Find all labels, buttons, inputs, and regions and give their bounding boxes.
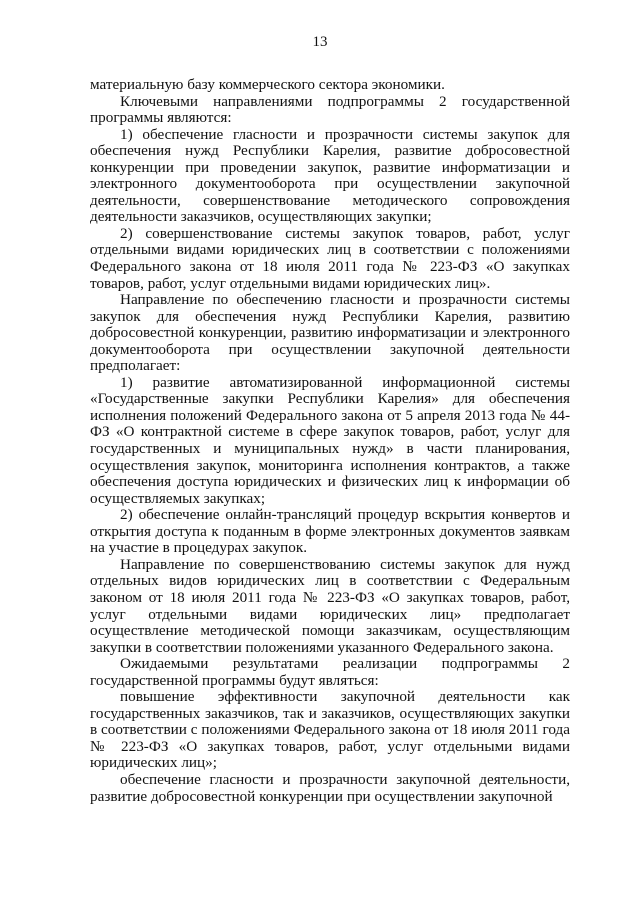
paragraph-key-directions: Ключевыми направлениями подпрограммы 2 государственной программы являются: [90, 92, 570, 127]
paragraph-item-1-transparency: 1) обеспечение гласности и прозрачности системы закупок для обеспечения нужд Республики Карелия, развитие добросовестной конкуренции при проведении закупок, развитие информатизации и электронного документооборота при осуществлении закупочной деятельности, совершенствование методического сопровождения деятельности заказчиков, осуществляющих закупки; [90, 125, 570, 226]
paragraph-item-2-online-broadcast: 2) обеспечение онлайн-трансляций процедур вскрытия конвертов и открытия доступа к поданным в форме электронных документов заявкам на участие в процедурах закупок. [90, 506, 570, 557]
paragraph-direction-legal-entities: Направление по совершенствованию системы закупок для нужд отдельных видов юридических лиц в соответствии с Федеральным законом от 18 июля 2011 года № 223-ФЗ «О закупках товаров, работ, услуг отдельными видами юридических лиц» предполагает осуществление методической помощи заказчикам, осуществляющим закупки в соответствии положениями указанного Федерального закона. [90, 555, 570, 656]
paragraph-direction-transparency: Направление по обеспечению гласности и прозрачности системы закупок для обеспечения нужд Республики Карелия, развитию добросовестной конкуренции, развитию информатизации и электронного документооборота при осуществлении закупочной деятельности предполагает: [90, 291, 570, 375]
paragraph-item-2-improvement: 2) совершенствование системы закупок товаров, работ, услуг отдельными видами юридических лиц в соответствии с положениями Федерального закона от 18 июля 2011 года № 223-ФЗ «О закупках товаров, работ, услуг отдельными видами юридических лиц». [90, 224, 570, 292]
page-number: 13 [312, 34, 328, 50]
paragraph-item-1-automated-system: 1) развитие автоматизированной информационной системы «Государственные закупки Республики Карелия» для обеспечения исполнения положений Федерального закона от 5 апреля 2013 года № 44-ФЗ «О контрактной системе в сфере закупок товаров, работ, услуг для государственных и муниципальных нужд» в части планирования, осуществления закупок, мониторинга исполнения контрактов, а также обеспечения доступа юридических и физических лиц к информации об осуществляемых закупках; [90, 373, 570, 507]
paragraph-efficiency-increase: повышение эффективности закупочной деятельности как государственных заказчиков, так и заказчиков, осуществляющих закупки в соответствии с положениями Федерального закона от 18 июля 2011 года № 223-ФЗ «О закупках товаров, работ, услуг отдельными видами юридических лиц»; [90, 688, 570, 772]
body-text [90, 77, 570, 805]
paragraph-material-base: материальную базу коммерческого сектора экономики. [90, 76, 445, 93]
paragraph-expected-results: Ожидаемыми результатами реализации подпрограммы 2 государственной программы будут являться: [90, 655, 570, 689]
paragraph-transparency-assurance: обеспечение гласности и прозрачности закупочной деятельности, развитие добросовестной конкуренции при осуществлении закупочной [90, 770, 570, 805]
